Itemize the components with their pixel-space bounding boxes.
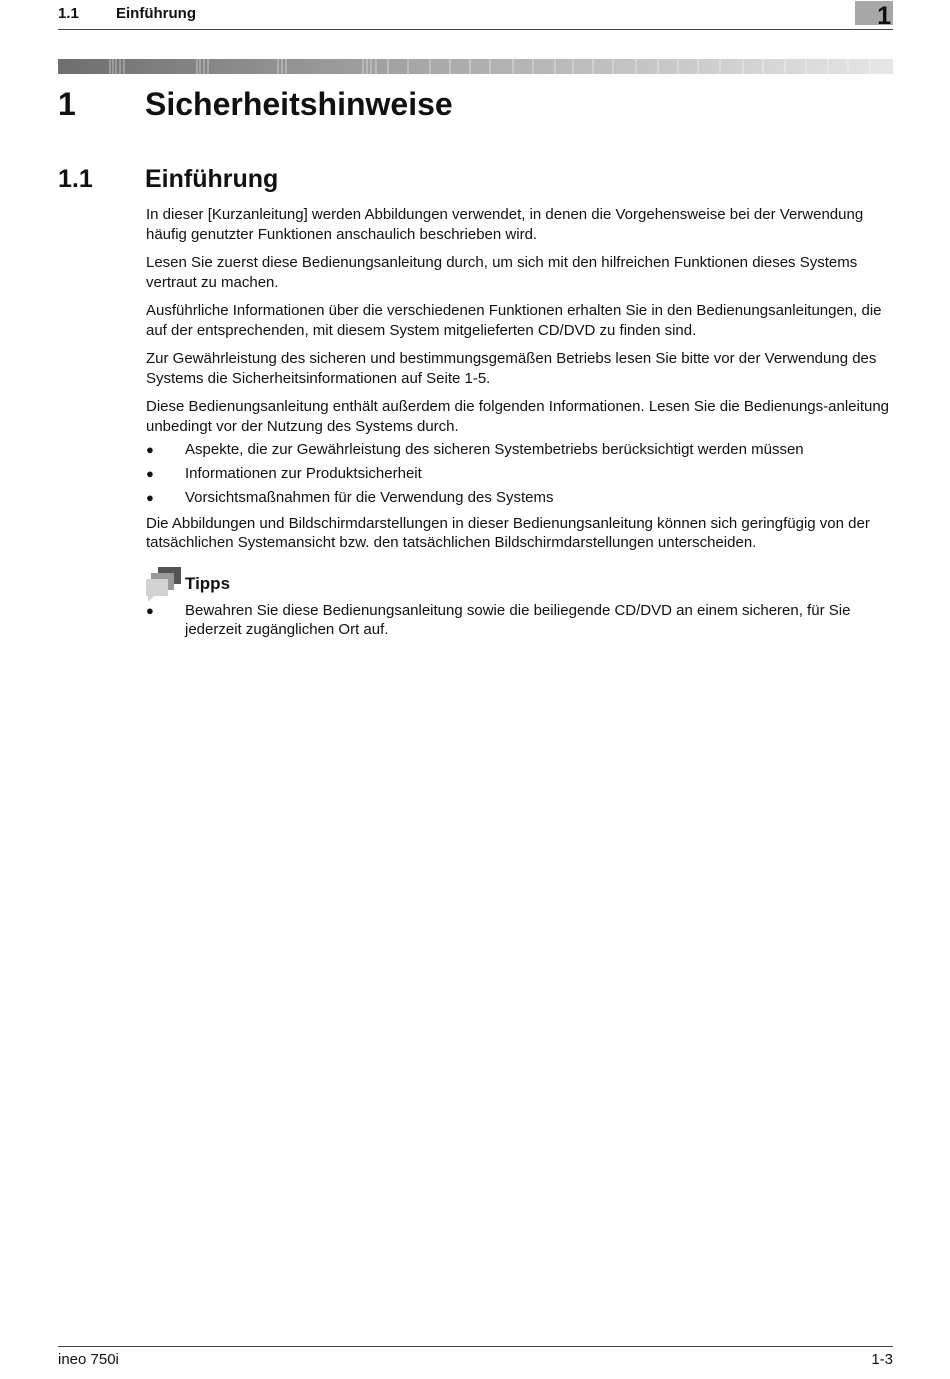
tips-item-text: Bewahren Sie diese Bedienungsanleitung sowie die beiliegende CD/DVD an einem sicheren, für Sie jederzeit zugänglichen Ort auf. — [185, 601, 851, 638]
paragraph: Diese Bedienungsanleitung enthält außerdem die folgenden Informationen. Lesen Sie die Bedienungs-anleitung unbedingt vor der Nutzung des Systems durch. — [146, 398, 890, 435]
tips-title: Tipps — [185, 573, 231, 593]
paragraph: Ausführliche Informationen über die verschiedenen Funktionen erhalten Sie in den Bedienungsanleitungen, die auf der entsprechenden, mit diesem System mitgelieferten CD/DVD zu finden sind. — [146, 302, 882, 339]
chapter-title: Sicherheitshinweise — [145, 86, 453, 122]
decorative-gradient-bar — [58, 59, 893, 74]
chapter-number: 1 — [58, 86, 76, 122]
body-content — [146, 205, 896, 644]
closing-paragraph: Die Abbildungen und Bildschirmdarstellungen in dieser Bedienungsanleitung können sich geringfügig von der tatsächlichen Systemansicht bzw. den tatsächlichen Bildschirmdarstellungen unterscheiden. — [146, 514, 870, 551]
paragraph: Zur Gewährleistung des sicheren und bestimmungsgemäßen Betriebs lesen Sie bitte vor der Verwendung des Systems die Sicherheitsinformationen auf Seite 1-5. — [146, 350, 877, 387]
bullet-icon: ● — [146, 442, 154, 457]
paragraph: Lesen Sie zuerst diese Bedienungsanleitung durch, um sich mit den hilfreichen Funktionen dieses Systems vertraut zu machen. — [146, 254, 858, 291]
list-item-text: Vorsichtsmaßnahmen für die Verwendung des Systems — [185, 489, 554, 506]
chapter-tab: 1 — [855, 1, 893, 25]
info-bullet-list — [146, 440, 896, 508]
list-item — [146, 440, 896, 460]
tips-speech-bubbles-icon — [146, 567, 182, 603]
tips-header — [146, 567, 896, 601]
list-item-text: Aspekte, die zur Gewährleistung des sicheren Systembetriebs berücksichtigt werden müssen — [185, 441, 804, 458]
footer-page-number: 1-3 — [871, 1351, 893, 1368]
bullet-icon: ● — [146, 490, 154, 505]
footer-product-name: ineo 750i — [58, 1351, 119, 1368]
list-item — [146, 464, 896, 484]
header-section-title: Einführung — [116, 5, 196, 22]
bullet-icon: ● — [146, 466, 154, 481]
bullet-icon: ● — [146, 602, 154, 618]
paragraph: In dieser [Kurzanleitung] werden Abbildungen verwendet, in denen die Vorgehensweise bei der Verwendung häufig genutzter Funktionen anschaulich beschrieben wird. — [146, 206, 864, 243]
tips-list — [146, 601, 896, 640]
section-title: Einführung — [145, 165, 279, 193]
header-section-number: 1.1 — [58, 5, 79, 22]
section-number: 1.1 — [58, 165, 93, 193]
running-footer — [58, 1346, 893, 1373]
list-item-text: Informationen zur Produktsicherheit — [185, 465, 422, 482]
running-header — [58, 4, 893, 30]
list-item — [146, 601, 896, 640]
list-item — [146, 488, 896, 508]
